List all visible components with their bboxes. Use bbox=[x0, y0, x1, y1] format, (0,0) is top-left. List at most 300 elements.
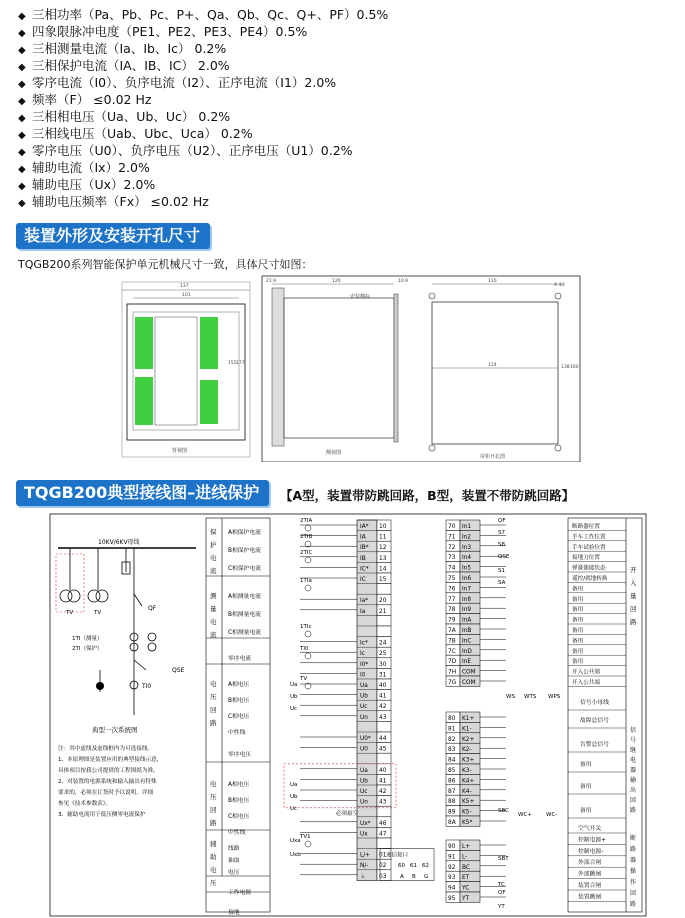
right-group-label: 输 bbox=[630, 777, 637, 784]
function-label: B相电压 bbox=[228, 698, 250, 704]
function-table bbox=[206, 518, 270, 916]
contact-label: S7 bbox=[498, 530, 505, 536]
comm-pin-name: B bbox=[412, 873, 416, 880]
function-label: 中性线 bbox=[228, 730, 246, 736]
right-function-label: 开入公共端 bbox=[572, 669, 600, 676]
note-line: 具体项目按我公司提供的工程图纸为准。 bbox=[58, 768, 159, 774]
wiring-notes bbox=[58, 744, 162, 818]
ct-label: 2TIC bbox=[300, 550, 313, 556]
note-line: 2、对装置的电源系统和输入输出有特殊 bbox=[58, 779, 157, 785]
ctrl-number: 91 bbox=[448, 854, 456, 861]
qse-label: QSE bbox=[172, 667, 185, 674]
group-label: 路 bbox=[210, 819, 217, 827]
right-function-label: 控制电源- bbox=[578, 848, 604, 855]
input-signal: COM bbox=[462, 669, 476, 676]
terminal-number: 40 bbox=[379, 683, 387, 689]
input-number: 7A bbox=[448, 628, 456, 634]
optional-label: 必须悬空 bbox=[336, 811, 359, 818]
ctrl-signal: L- bbox=[462, 854, 468, 861]
terminal-signal: I0* bbox=[360, 661, 369, 668]
right-group-label: 量 bbox=[630, 592, 637, 600]
terminal-number: 13 bbox=[379, 555, 387, 562]
right-group-label: 路 bbox=[630, 846, 637, 853]
function-label: A相保护电流 bbox=[228, 530, 261, 536]
right-function-table bbox=[568, 518, 642, 912]
function-label: C相电压 bbox=[228, 714, 250, 720]
input-number: 76 bbox=[448, 586, 456, 593]
tt0-label: TI0 bbox=[142, 683, 152, 690]
terminal-number: 45 bbox=[379, 746, 387, 753]
right-group-label: 电 bbox=[630, 757, 637, 764]
function-label: B相电压 bbox=[228, 798, 250, 804]
right-function-label: 告警总信号 bbox=[580, 742, 609, 748]
note-line: 要求的，必须在订货时予以说明，详细 bbox=[58, 790, 154, 796]
terminal-number: 03 bbox=[379, 873, 387, 880]
group-label: 电 bbox=[210, 780, 217, 788]
ct-label: TV bbox=[300, 676, 308, 682]
system-caption: 典型一次系统图 bbox=[92, 726, 138, 734]
input-number: 7H bbox=[448, 669, 457, 676]
ctrl-signal: L+ bbox=[462, 844, 471, 850]
mechanical-drawings bbox=[0, 272, 685, 462]
right-group-label: 回 bbox=[630, 605, 637, 613]
terminal-strip bbox=[284, 520, 434, 880]
terminal-signal: IA bbox=[360, 534, 366, 541]
function-label: 电压 bbox=[228, 870, 240, 876]
comm-title: 通信接口 bbox=[386, 852, 409, 859]
voltage-label: Ub bbox=[290, 694, 298, 700]
dim-110: 110 bbox=[488, 279, 497, 284]
function-label: 中性线 bbox=[228, 830, 246, 836]
ct-label: 1TIa bbox=[300, 578, 312, 584]
function-label: C相测量电流 bbox=[228, 630, 262, 636]
ct-label: TV1 bbox=[300, 834, 311, 840]
output-signal: K4- bbox=[462, 788, 472, 795]
output-number: 8A bbox=[448, 820, 456, 826]
dim-101: 101 bbox=[182, 293, 191, 298]
output-number: 82 bbox=[448, 736, 456, 743]
terminal-number: 10 bbox=[379, 524, 387, 530]
right-function-label: 备用 bbox=[572, 607, 584, 614]
terminal-number: 15 bbox=[379, 577, 387, 583]
group-label: 电 bbox=[210, 866, 217, 874]
group-label: 电 bbox=[210, 680, 217, 688]
terminal-number: 20 bbox=[379, 598, 387, 605]
output-signal: K5* bbox=[462, 820, 473, 826]
terminal-signal: Ia* bbox=[360, 598, 369, 605]
terminal-signal: U0 bbox=[360, 746, 368, 753]
output-signal: K3+ bbox=[462, 757, 475, 764]
dim-160: 160 bbox=[570, 365, 579, 370]
terminal-number: 42 bbox=[379, 704, 387, 711]
comm-pin: 61 bbox=[410, 863, 417, 870]
contact-label: QF bbox=[498, 890, 506, 896]
dim-137: 137 bbox=[180, 284, 189, 289]
terminal-number: 44 bbox=[379, 736, 387, 742]
contact-label: QSE bbox=[498, 554, 510, 560]
output-signal: K2- bbox=[462, 747, 472, 754]
right-function-label: 装置跳闸 bbox=[578, 894, 602, 901]
right-function-label: 备用 bbox=[580, 808, 592, 814]
dimension-subtitle: TQGB200系列智能保护单元机械尺寸一致，具体尺寸如图： bbox=[18, 258, 313, 271]
contact-label: S1 bbox=[498, 568, 505, 574]
function-label: C相保护电流 bbox=[228, 566, 262, 572]
output-signal: K5- bbox=[462, 809, 472, 816]
terminal-signal: IC* bbox=[360, 566, 369, 573]
right-group-label: 路 bbox=[630, 901, 637, 908]
bus-label: 10KV/6KV母线 bbox=[98, 539, 140, 546]
input-number: 78 bbox=[448, 607, 456, 614]
right-function-label: 备用 bbox=[572, 628, 584, 634]
spec-item: ◆ 零序电压（U0）、负序电压（U2）、正序电压（U1）0.2% bbox=[18, 143, 353, 158]
function-label: B相保护电流 bbox=[228, 548, 261, 554]
terminal-signal: Un bbox=[360, 714, 368, 721]
output-number: 87 bbox=[448, 788, 456, 795]
input-number: 74 bbox=[448, 565, 456, 572]
voltage-label: Uxa bbox=[290, 838, 301, 844]
terminal-signal: Ic* bbox=[360, 640, 368, 647]
output-signal: K1- bbox=[462, 726, 472, 733]
right-function-label: 装置合闸 bbox=[578, 883, 602, 889]
ct-label: 1TIc bbox=[300, 624, 312, 630]
input-signal: In3 bbox=[462, 544, 472, 551]
section-title-dimensions: 装置外形及安装开孔尺寸 bbox=[16, 223, 210, 249]
contact-label: QF bbox=[498, 518, 506, 524]
right-function-label: 备用 bbox=[572, 648, 584, 655]
terminal-number: 43 bbox=[379, 714, 387, 721]
group-label: 护 bbox=[210, 541, 217, 549]
input-number: 72 bbox=[448, 544, 456, 551]
cut-view-caption: 屏柜开孔图 bbox=[480, 454, 506, 460]
terminal-number: 14 bbox=[379, 566, 387, 573]
output-number: 86 bbox=[448, 778, 456, 785]
spec-item: ◆ 三相相电压（Ua、Ub、Uc） 0.2% bbox=[18, 109, 231, 124]
terminal-number: 40 bbox=[379, 767, 387, 774]
tv-label-1: TV bbox=[66, 610, 74, 616]
ct-label: 2TIB bbox=[300, 534, 313, 540]
wiring-diagram bbox=[0, 500, 685, 918]
terminal-signal: Ua bbox=[360, 767, 368, 774]
spec-item: ◆ 四象限脉冲电度（PE1、PE2、PE3、PE4）0.5% bbox=[18, 24, 308, 39]
terminal-number: 24 bbox=[379, 640, 387, 647]
function-label: 接地 bbox=[228, 910, 240, 916]
terminal-signal: IA* bbox=[360, 524, 369, 530]
voltage-label: Uc bbox=[290, 706, 298, 712]
side-cut-view-drawing bbox=[262, 276, 580, 462]
group-label: 流 bbox=[210, 567, 217, 575]
output-number: 89 bbox=[448, 809, 456, 816]
spec-item: ◆ 辅助电压频率（Fx） ≤0.02 Hz bbox=[18, 194, 209, 209]
terminal-number: 01 bbox=[379, 852, 387, 859]
group-label: 电 bbox=[210, 554, 217, 562]
group-label: 流 bbox=[210, 631, 217, 639]
note-line: 3、辅助电流用于低压侧零电流保护 bbox=[58, 812, 146, 818]
terminal-signal: ⏚ bbox=[360, 873, 366, 880]
dim-21-9: 21.9 bbox=[266, 279, 277, 284]
ct1-label: 1TI（测量） bbox=[72, 636, 103, 642]
ct-label: 2TIA bbox=[300, 518, 313, 524]
spec-item: ◆ 三相测量电流（Ia、Ib、Ic） 0.2% bbox=[18, 41, 227, 56]
group-label: 回 bbox=[210, 806, 217, 814]
contact-label: S8 bbox=[498, 542, 505, 548]
terminal-number: 30 bbox=[379, 661, 387, 668]
dim-10-9: 10.9 bbox=[398, 279, 409, 284]
bus-label: WTS bbox=[524, 694, 537, 700]
input-signal: InE bbox=[462, 659, 472, 666]
note-line: 注：其中虚线及虚线框内为可选接线。 bbox=[58, 746, 154, 752]
right-group-label: 器 bbox=[630, 857, 637, 864]
group-label: 测 bbox=[210, 592, 217, 600]
right-group-label: 入 bbox=[630, 579, 637, 587]
output-signal: K5+ bbox=[462, 799, 475, 806]
ctrl-number: 95 bbox=[448, 896, 456, 902]
terminal-number: 43 bbox=[379, 799, 387, 806]
spec-item: ◆ 三相功率（Pa、Pb、Pc、P+、Qa、Qb、Qc、Q+、PF）0.5% bbox=[18, 7, 389, 22]
voltage-label: Ub bbox=[290, 794, 298, 800]
output-signal: K1+ bbox=[462, 716, 475, 722]
terminal-signal: IB* bbox=[360, 545, 369, 552]
terminal-signal: IC bbox=[360, 577, 366, 583]
right-function-label: 外部合闸 bbox=[578, 860, 602, 867]
spec-item: ◆ 三相线电压（Uab、Ubc、Uca） 0.2% bbox=[18, 126, 253, 141]
right-group-label: 信 bbox=[630, 727, 637, 734]
qf-label: QF bbox=[148, 605, 157, 612]
contact-label: SBC bbox=[498, 808, 510, 814]
terminal-signal: Uc bbox=[360, 704, 368, 711]
right-group-label: 出 bbox=[630, 787, 637, 794]
function-label: A相电压 bbox=[228, 682, 250, 688]
dim-4-phi4: 4-Φ4 bbox=[554, 283, 565, 288]
spec-item: ◆ 三相保护电流（IA、IB、IC） 2.0% bbox=[18, 58, 230, 73]
right-group-label: 作 bbox=[630, 879, 637, 886]
terminal-number: 31 bbox=[379, 672, 387, 679]
right-group-label: 号 bbox=[630, 737, 637, 744]
group-label: 辅 bbox=[210, 840, 217, 848]
input-number: 79 bbox=[448, 617, 456, 624]
function-label: C相电压 bbox=[228, 814, 250, 820]
ctrl-signal: YT bbox=[462, 896, 470, 902]
contact-label: SA bbox=[498, 580, 506, 586]
terminal-number: 41 bbox=[379, 693, 387, 700]
terminal-signal: Ua bbox=[360, 683, 368, 689]
comm-pin: 60 bbox=[398, 863, 405, 870]
spec-item: ◆ 辅助电压（Ux）2.0% bbox=[18, 177, 156, 192]
input-number: 7C bbox=[448, 648, 456, 655]
right-group-label: 路 bbox=[630, 618, 637, 626]
input-signal: InD bbox=[462, 648, 472, 655]
ctrl-signal: ET bbox=[462, 875, 470, 882]
input-number: 73 bbox=[448, 555, 456, 562]
note-line: 参见《技术参数表》。 bbox=[58, 801, 112, 807]
right-group-label: 操 bbox=[630, 868, 637, 875]
terminal-number: 41 bbox=[379, 778, 387, 785]
output-number: 84 bbox=[448, 757, 456, 764]
wiring-type-note: 【A型，装置带防跳回路，B型，装置不带防跳回路】 bbox=[280, 488, 575, 503]
terminal-signal: Un bbox=[360, 799, 368, 806]
dim-124: 124 bbox=[488, 363, 497, 368]
input-signal: In5 bbox=[462, 565, 472, 572]
group-label: 电 bbox=[210, 618, 217, 626]
back-view-caption: 背视图 bbox=[172, 448, 188, 454]
dim-155: 155 bbox=[228, 361, 237, 366]
group-label: 压 bbox=[210, 879, 217, 887]
right-function-label: 遥控/就地转换 bbox=[572, 576, 608, 582]
function-label: A相测量电流 bbox=[228, 594, 261, 600]
right-group-label: 继 bbox=[630, 747, 637, 754]
terminal-signal: Ic bbox=[360, 651, 365, 658]
terminal-signal: Ub bbox=[360, 693, 368, 700]
tv-label-2: TV bbox=[94, 610, 102, 616]
ctrl-number: 94 bbox=[448, 885, 456, 892]
dim-120: 120 bbox=[332, 279, 341, 284]
group-label: 压 bbox=[210, 693, 217, 701]
dim-138: 138 bbox=[561, 365, 570, 370]
output-number: 81 bbox=[448, 726, 456, 733]
comm-pin-name: G bbox=[424, 873, 429, 880]
input-number: 70 bbox=[448, 524, 456, 530]
io-terminal-strip bbox=[446, 518, 561, 910]
function-label: 零序电压 bbox=[228, 752, 252, 758]
right-function-label: 备用 bbox=[572, 596, 584, 603]
input-number: 77 bbox=[448, 596, 456, 603]
ct-vt-wiring bbox=[290, 518, 312, 858]
spec-item: ◆ 辅助电流（Ix）2.0% bbox=[18, 160, 150, 175]
terminal-signal: Uc bbox=[360, 789, 368, 795]
right-group-label: 器 bbox=[630, 767, 637, 774]
voltage-label: Ua bbox=[290, 782, 298, 788]
right-function-label: 断路器位置 bbox=[572, 524, 600, 530]
function-label: 线路 bbox=[228, 846, 240, 852]
right-function-label: 接地刀位置 bbox=[572, 555, 600, 562]
right-group-label: 回 bbox=[630, 890, 637, 897]
contact-label: TC bbox=[498, 882, 505, 888]
ctrl-signal: BC bbox=[462, 864, 470, 871]
ctrl-number: 93 bbox=[448, 875, 456, 882]
output-signal: K2+ bbox=[462, 736, 475, 743]
right-group-label: 断 bbox=[630, 835, 637, 842]
voltage-label: Uc bbox=[290, 806, 298, 812]
right-function-label: 备用 bbox=[572, 638, 584, 645]
right-function-label: 信号小母线 bbox=[580, 700, 609, 706]
input-signal: In9 bbox=[462, 607, 472, 614]
right-function-label: 手车工作位置 bbox=[572, 534, 606, 541]
voltage-label: Uxb bbox=[290, 852, 301, 858]
output-number: 83 bbox=[448, 747, 456, 754]
group-label: 助 bbox=[210, 853, 217, 861]
terminal-number: 02 bbox=[379, 863, 387, 870]
ct-label: TI0 bbox=[300, 646, 309, 652]
terminal-number: 21 bbox=[379, 608, 387, 615]
side-view-caption: 侧视图 bbox=[326, 450, 342, 456]
primary-system bbox=[56, 538, 196, 734]
back-view-drawing bbox=[122, 282, 250, 457]
ctrl-number: 92 bbox=[448, 864, 456, 871]
function-label: 零序电流 bbox=[228, 656, 252, 662]
ct2-label: 2TI（保护） bbox=[72, 646, 103, 652]
terminal-number: 11 bbox=[379, 534, 387, 541]
input-signal: InB bbox=[462, 628, 472, 634]
input-signal: In8 bbox=[462, 596, 472, 603]
bus-label: WS bbox=[506, 694, 515, 700]
input-number: 75 bbox=[448, 576, 456, 582]
input-signal: In7 bbox=[462, 586, 472, 593]
spec-item: ◆ 零序电流（I0）、负序电流（I2）、正序电流（I1）2.0% bbox=[18, 75, 337, 90]
terminal-number: 46 bbox=[379, 820, 387, 827]
spec-item: ◆ 频率（F） ≤0.02 Hz bbox=[18, 92, 152, 107]
group-label: 路 bbox=[210, 719, 217, 727]
right-function-label: 空气开关 bbox=[578, 826, 602, 832]
voltage-label: Ua bbox=[290, 682, 298, 688]
right-function-label: 外部跳闸 bbox=[578, 871, 602, 878]
mount-bracket-label: 安装横标 bbox=[350, 294, 371, 300]
input-signal: In6 bbox=[462, 576, 472, 582]
terminal-signal: L/+ bbox=[360, 852, 371, 859]
bus-label: WC+ bbox=[518, 812, 532, 818]
terminal-number: 47 bbox=[379, 831, 387, 838]
input-signal: InA bbox=[462, 617, 472, 624]
right-function-label: 弹簧储能状态 bbox=[572, 565, 606, 572]
contact-label: SBT bbox=[498, 856, 509, 862]
terminal-signal: Ub bbox=[360, 778, 368, 785]
group-label: 回 bbox=[210, 706, 217, 714]
section-title-wiring: TQGB200典型接线图–进线保护 bbox=[16, 480, 269, 506]
input-number: 7B bbox=[448, 638, 456, 645]
input-number: 71 bbox=[448, 534, 456, 541]
output-number: 80 bbox=[448, 716, 456, 722]
input-signal: COM bbox=[462, 680, 476, 686]
input-number: 7D bbox=[448, 659, 457, 666]
bus-label: WC- bbox=[546, 812, 558, 818]
right-function-label: 备用 bbox=[572, 659, 584, 666]
right-function-label: 控制电源+ bbox=[578, 837, 607, 844]
right-group-label: 路 bbox=[630, 807, 637, 814]
bus-label: WPS bbox=[548, 694, 561, 700]
dim-177: 177 bbox=[236, 361, 245, 366]
output-number: 88 bbox=[448, 799, 456, 806]
terminal-signal: IB bbox=[360, 555, 366, 562]
comm-pin-name: A bbox=[400, 873, 404, 880]
terminal-signal: Ux bbox=[360, 831, 368, 838]
right-function-label: 手车试验位置 bbox=[572, 544, 606, 551]
function-label: B相测量电流 bbox=[228, 612, 261, 618]
right-function-label: 备用 bbox=[580, 784, 592, 790]
terminal-signal: Ux* bbox=[360, 820, 371, 827]
output-signal: K3- bbox=[462, 768, 472, 774]
right-group-label: 开 bbox=[630, 566, 637, 574]
right-function-label: 故障总信号 bbox=[580, 718, 609, 724]
note-line: 1、本原理图是装置应用的典型接线示意， bbox=[58, 757, 163, 763]
function-label: 抽取 bbox=[228, 858, 240, 864]
right-function-label: 备用 bbox=[580, 762, 592, 768]
input-number: 7G bbox=[448, 680, 457, 686]
right-function-label: 备用 bbox=[572, 617, 584, 624]
right-function-label: 开入公共端 bbox=[572, 680, 600, 686]
output-signal: K4+ bbox=[462, 778, 475, 785]
input-signal: In4 bbox=[462, 555, 472, 562]
ctrl-signal: YC bbox=[462, 885, 470, 892]
input-signal: In2 bbox=[462, 534, 472, 541]
function-label: 工作电源 bbox=[228, 890, 252, 896]
output-number: 85 bbox=[448, 768, 456, 774]
function-label: A相电压 bbox=[228, 782, 250, 788]
contact-label: YT bbox=[498, 904, 505, 910]
group-label: 保 bbox=[210, 528, 217, 536]
terminal-signal: I0 bbox=[360, 672, 366, 679]
input-signal: In1 bbox=[462, 524, 472, 530]
terminal-signal: Ia bbox=[360, 608, 366, 615]
group-label: 量 bbox=[210, 605, 217, 613]
ctrl-number: 90 bbox=[448, 844, 456, 850]
